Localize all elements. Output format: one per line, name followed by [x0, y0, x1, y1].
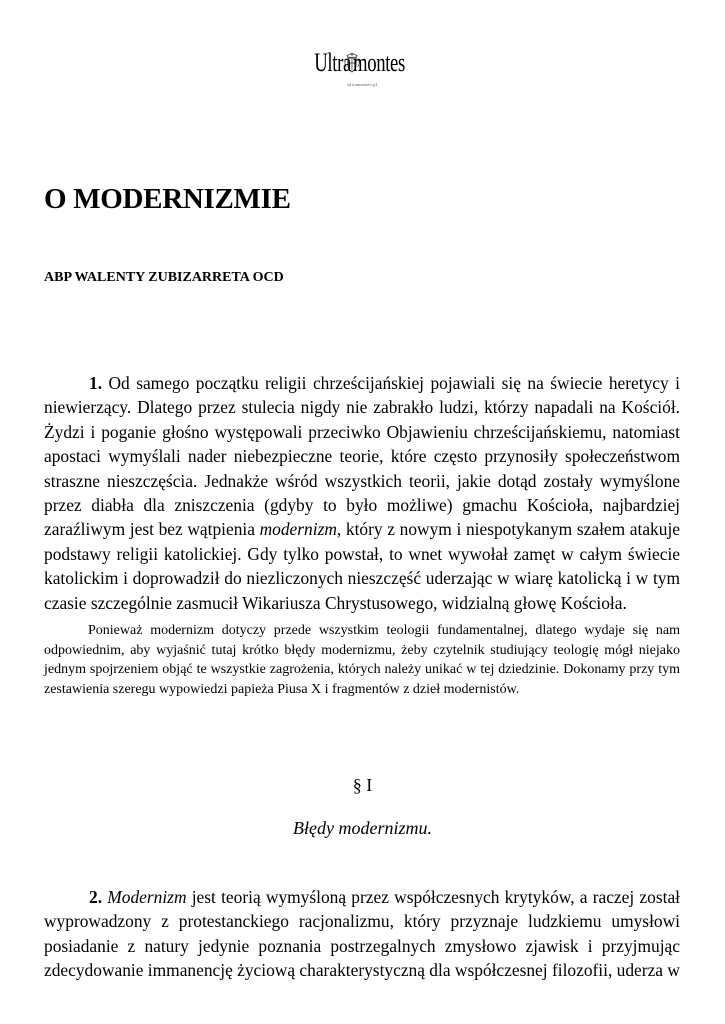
publisher-logo — [300, 50, 425, 92]
editorial-note: Ponieważ modernizm dotyczy przede wszystkim teologii fundamentalnej, dlatego wydaje się nam odpowiednim, aby wyjaśnić tutaj krótko błędy modernizmu, żeby czytelnik studiujący teologię mógł niejako jednym spojrzeniem objąć te wszystkie zagrożenia, których należy unikać w tej dziedzinie. Dokonamy przy tym zestawienia szeregu wypowiedzi papieża Piusa X i fragmentów z dzieł modernistów. — [44, 623, 680, 697]
logo-tagline: ultramontes.pl — [347, 82, 378, 87]
emphasis-term: modernizm — [259, 519, 337, 540]
author-line: ABP WALENTY ZUBIZARRETA OCD — [44, 270, 284, 285]
paragraph-text: jest teorią wymyśloną przez współczesnych krytyków, a raczej został wyprowadzony z protestanckiego racjonalizmu, który przyznaje ludzkiemu umysłowi posiadanie z natury jedynie poznania postrzegalnych zmysłowo zjawisk i przyjmując zdecydowanie immanencję życiową charakterystyczną dla współczesnej filozofii, uderza w — [44, 887, 680, 981]
emphasis-term: Modernizm — [107, 887, 187, 907]
paragraph-text: Od samego początku religii chrześcijańskiej pojawiali się na świecie heretycy i niewierzący. Dlatego przez stulecia nigdy nie zabrakło ludzi, którzy napadali na Kościół. Żydzi i poganie głośno występowali przeciwko Objawieniu chrześcijańskiemu, natomiast apostaci wymyślali nader niebezpieczne teorie, które często przynosiły społeczeństwom straszne nieszczęścia. Jednakże wśród wszystkich teorii, jakie dotąd zostały wymyślone przez diabła dla zniszczenia (gdyby to było możliwe) gmachu Kościoła, najbardziej zaraźliwym jest bez wątpienia — [44, 373, 680, 540]
document-title: O MODERNIZMIE — [44, 183, 291, 215]
section-number: § I — [352, 775, 373, 795]
paragraph-number: 1. — [89, 373, 103, 393]
paragraph-2 — [44, 885, 680, 983]
paragraph-1 — [44, 371, 680, 615]
logo-word-left: Ultra — [314, 48, 351, 77]
paragraph-text: , który z nowym i niespotykanym szałem atakuje podstawy religii katolickiej. Gdy tylko powstał, to wnet wywołał zamęt w całym świecie katolickim i doprowadził do niezliczonych nieszczęść uderzając w wiarę katolicką i w tym czasie szczególnie zasmucił Wikariusza Chrystusowego, widzialną głowę Kościoła. — [44, 519, 681, 613]
logo-word-right: montes — [352, 48, 405, 77]
section-title: Błędy modernizmu. — [293, 818, 432, 838]
paragraph-number: 2. — [89, 887, 103, 907]
